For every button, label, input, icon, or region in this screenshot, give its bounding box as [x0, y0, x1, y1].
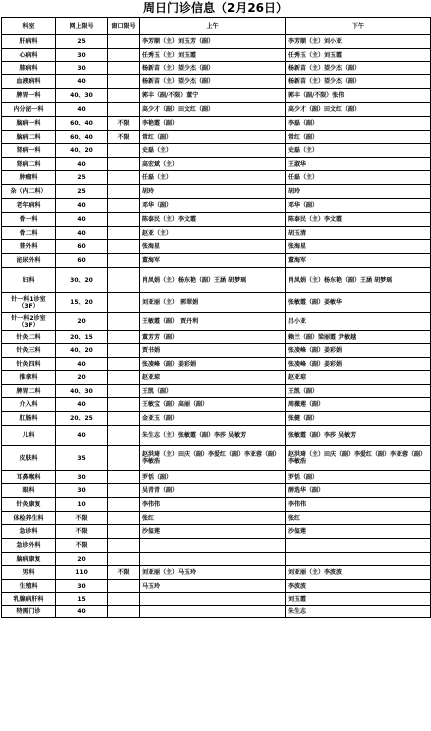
cell-afternoon: 常红（副） — [286, 131, 431, 144]
cell-window-quota — [108, 539, 140, 553]
cell-window-quota — [108, 199, 140, 213]
table-row — [2, 539, 431, 553]
cell-afternoon: 陈泰民（主）李文霞 — [286, 213, 431, 227]
cell-window-quota: 不限 — [108, 131, 140, 144]
table-row — [2, 199, 431, 213]
cell-morning: 罗恬（副） — [140, 471, 286, 484]
cell-window-quota — [108, 525, 140, 539]
cell-afternoon: 肖凤娟（主）杨东艳（副）王涵 胡梦瑶 — [286, 268, 431, 293]
table-row — [2, 512, 431, 525]
cell-online-quota: 25 — [56, 171, 108, 185]
cell-dept: 骨一科 — [2, 213, 56, 227]
cell-afternoon: 罗恬（副） — [286, 471, 431, 484]
cell-online-quota: 40 — [56, 398, 108, 412]
cell-morning: 史磊（主） — [140, 144, 286, 158]
cell-window-quota — [108, 553, 140, 566]
header-row — [2, 18, 431, 35]
table-row — [2, 471, 431, 484]
cell-online-quota: 40 — [56, 227, 108, 240]
cell-afternoon: 张敏霞（副）李莎 吴敏芳 — [286, 426, 431, 446]
cell-online-quota: 30 — [56, 580, 108, 593]
cell-online-quota: 15、20 — [56, 293, 108, 313]
table-row — [2, 240, 431, 254]
cell-dept: 普外科 — [2, 240, 56, 254]
cell-window-quota — [108, 606, 140, 618]
cell-afternoon: 高少才（副）田文红（副） — [286, 103, 431, 117]
cell-window-quota: 不限 — [108, 117, 140, 131]
cell-online-quota: 60、40 — [56, 117, 108, 131]
cell-online-quota: 不限 — [56, 512, 108, 525]
cell-window-quota — [108, 331, 140, 344]
cell-morning: 马玉玲 — [140, 580, 286, 593]
cell-window-quota — [108, 344, 140, 358]
cell-window-quota — [108, 498, 140, 512]
table-row — [2, 254, 431, 268]
cell-online-quota: 40、20 — [56, 144, 108, 158]
cell-afternoon: 张红 — [286, 512, 431, 525]
cell-afternoon: 刘亚丽（主）李波波 — [286, 566, 431, 580]
column-header-window-quota: 窗口限号 — [108, 18, 140, 35]
cell-online-quota: 30 — [56, 484, 108, 498]
table-row — [2, 144, 431, 158]
table-row — [2, 385, 431, 398]
table-row — [2, 398, 431, 412]
cell-online-quota: 40 — [56, 75, 108, 89]
cell-dept: 肾病二科 — [2, 158, 56, 171]
cell-online-quota: 40 — [56, 103, 108, 117]
table-row — [2, 35, 431, 49]
cell-window-quota — [108, 358, 140, 371]
table-row — [2, 344, 431, 358]
table-row — [2, 268, 431, 293]
cell-afternoon: 张敏霞（副）姜敏华 — [286, 293, 431, 313]
cell-dept: 生殖科 — [2, 580, 56, 593]
cell-morning: 赵亚（主） — [140, 227, 286, 240]
cell-morning: 张红 — [140, 512, 286, 525]
cell-online-quota: 不限 — [56, 539, 108, 553]
column-header-dept: 科室 — [2, 18, 56, 35]
cell-dept: 妇科 — [2, 268, 56, 293]
cell-morning: 常红（副） — [140, 131, 286, 144]
cell-window-quota — [108, 62, 140, 75]
table-row — [2, 131, 431, 144]
cell-online-quota: 40 — [56, 606, 108, 618]
cell-dept: 脾胃二科 — [2, 385, 56, 398]
cell-morning: 刘亚丽（主） 郭翠娟 — [140, 293, 286, 313]
table-row — [2, 331, 431, 344]
cell-afternoon: 张凌峰（副）姜彩娟 — [286, 344, 431, 358]
cell-online-quota: 110 — [56, 566, 108, 580]
table-row — [2, 185, 431, 199]
cell-afternoon — [286, 539, 431, 553]
cell-morning: 王凯（副） — [140, 385, 286, 398]
cell-afternoon: 李伟伟 — [286, 498, 431, 512]
cell-morning: 任磊（主） — [140, 171, 286, 185]
cell-dept: 针一科1诊室（3F） — [2, 293, 56, 313]
cell-morning: 吴青青（副） — [140, 484, 286, 498]
table-row — [2, 371, 431, 385]
cell-afternoon: 吕小亚 — [286, 313, 431, 331]
cell-morning: 高宏斌（主） — [140, 158, 286, 171]
cell-afternoon: 杨新苗（主）望少杰（副） — [286, 75, 431, 89]
cell-online-quota: 40 — [56, 358, 108, 371]
cell-online-quota: 40、30 — [56, 385, 108, 398]
cell-afternoon: 史磊（主） — [286, 144, 431, 158]
cell-morning: 王敏霞（副） 贾丹利 — [140, 313, 286, 331]
cell-morning: 赵亚琼 — [140, 371, 286, 385]
cell-online-quota: 40、30 — [56, 89, 108, 103]
cell-afternoon: 胡玉清 — [286, 227, 431, 240]
table-row — [2, 227, 431, 240]
cell-afternoon: 赵洪琦（主）田庆（副）李爱红（副）李亚蓉（副）李敏浩 — [286, 446, 431, 471]
cell-afternoon: 张凌峰（副）姜彩娟 — [286, 358, 431, 371]
cell-online-quota: 40 — [56, 213, 108, 227]
cell-dept: 心病科 — [2, 49, 56, 62]
cell-morning: 沙玺莲 — [140, 525, 286, 539]
cell-online-quota: 20、15 — [56, 331, 108, 344]
cell-online-quota: 40、20 — [56, 344, 108, 358]
page-title: 周日门诊信息（2月26日） — [142, 1, 289, 15]
table-row — [2, 49, 431, 62]
cell-dept: 血液病科 — [2, 75, 56, 89]
table-row — [2, 89, 431, 103]
column-header-morning: 上午 — [140, 18, 286, 35]
cell-morning: 李芳顺（主）刘玉芳（副） — [140, 35, 286, 49]
table-row — [2, 158, 431, 171]
cell-afternoon: 刘玉霞 — [286, 593, 431, 606]
cell-morning: 朱生志（主）张敏霞（副）李莎 吴敏芳 — [140, 426, 286, 446]
cell-afternoon: 胡玲 — [286, 185, 431, 199]
table-row — [2, 606, 431, 618]
cell-dept: 骨二科 — [2, 227, 56, 240]
cell-morning: 杨新苗（主）望少杰（副） — [140, 75, 286, 89]
cell-morning: 贾书娟 — [140, 344, 286, 358]
cell-morning: 杨新苗（主）望少杰（副） — [140, 62, 286, 75]
cell-dept: 老年病科 — [2, 199, 56, 213]
cell-afternoon: 邓华（副） — [286, 199, 431, 213]
cell-window-quota — [108, 471, 140, 484]
cell-online-quota: 35 — [56, 446, 108, 471]
cell-window-quota — [108, 293, 140, 313]
table-row — [2, 293, 431, 313]
table-row — [2, 525, 431, 539]
cell-afternoon: 杨新苗（主）望少杰（副） — [286, 62, 431, 75]
cell-dept: 特需门诊 — [2, 606, 56, 618]
cell-window-quota — [108, 385, 140, 398]
cell-online-quota: 60、40 — [56, 131, 108, 144]
cell-window-quota — [108, 313, 140, 331]
cell-dept: 针灸二科 — [2, 331, 56, 344]
cell-dept: 肝病科 — [2, 35, 56, 49]
cell-dept: 泌尿外科 — [2, 254, 56, 268]
schedule-table — [1, 17, 431, 618]
table-row — [2, 171, 431, 185]
cell-afternoon: 郭丰（副/不限）张伟 — [286, 89, 431, 103]
cell-dept: 针灸四科 — [2, 358, 56, 371]
cell-online-quota: 不限 — [56, 525, 108, 539]
schedule-body — [2, 35, 431, 618]
cell-window-quota — [108, 426, 140, 446]
cell-online-quota: 30 — [56, 471, 108, 484]
cell-morning: 王敏宝（副）高丽（副） — [140, 398, 286, 412]
cell-dept: 皮肤科 — [2, 446, 56, 471]
cell-afternoon: 薛选华（副） — [286, 484, 431, 498]
cell-morning: 郭丰（副/不限）董宁 — [140, 89, 286, 103]
cell-online-quota: 25 — [56, 185, 108, 199]
cell-morning: 张海星 — [140, 240, 286, 254]
table-row — [2, 75, 431, 89]
table-row — [2, 593, 431, 606]
cell-dept: 体检养生科 — [2, 512, 56, 525]
cell-morning: 董海军 — [140, 254, 286, 268]
cell-morning: 金亚玉（副） — [140, 412, 286, 426]
cell-window-quota — [108, 593, 140, 606]
schedule-header — [2, 18, 431, 35]
cell-dept: 儿科 — [2, 426, 56, 446]
cell-online-quota: 40 — [56, 158, 108, 171]
table-row — [2, 566, 431, 580]
cell-online-quota: 10 — [56, 498, 108, 512]
cell-afternoon — [286, 553, 431, 566]
cell-dept: 针灸康复 — [2, 498, 56, 512]
cell-window-quota — [108, 371, 140, 385]
cell-dept: 杂（内二科） — [2, 185, 56, 199]
cell-dept: 急诊外科 — [2, 539, 56, 553]
cell-dept: 脑病一科 — [2, 117, 56, 131]
column-header-afternoon: 下午 — [286, 18, 431, 35]
cell-dept: 内分泌一科 — [2, 103, 56, 117]
cell-dept: 肿瘤科 — [2, 171, 56, 185]
cell-window-quota — [108, 158, 140, 171]
cell-online-quota: 30 — [56, 62, 108, 75]
cell-morning — [140, 593, 286, 606]
cell-afternoon: 周薇莲（副） — [286, 398, 431, 412]
cell-afternoon: 任磊（主） — [286, 171, 431, 185]
cell-dept: 男科 — [2, 566, 56, 580]
cell-afternoon: 董海军 — [286, 254, 431, 268]
cell-afternoon: 赖兰（副）梁丽霞 尹敏越 — [286, 331, 431, 344]
cell-online-quota: 40 — [56, 199, 108, 213]
cell-morning: 李伟伟 — [140, 498, 286, 512]
cell-afternoon: 沙玺莲 — [286, 525, 431, 539]
cell-dept: 肺病科 — [2, 62, 56, 75]
cell-window-quota — [108, 89, 140, 103]
table-row — [2, 426, 431, 446]
cell-afternoon: 张健（副） — [286, 412, 431, 426]
table-row — [2, 213, 431, 227]
cell-morning: 陈泰民（主）李文霞 — [140, 213, 286, 227]
cell-morning: 肖凤娟（主）杨东艳（副）王涵 胡梦瑶 — [140, 268, 286, 293]
cell-afternoon: 王淑华 — [286, 158, 431, 171]
cell-window-quota — [108, 144, 140, 158]
cell-dept: 脾胃一科 — [2, 89, 56, 103]
cell-afternoon: 朱生志 — [286, 606, 431, 618]
table-row — [2, 117, 431, 131]
cell-window-quota — [108, 512, 140, 525]
cell-morning: 邓华（副） — [140, 199, 286, 213]
cell-morning — [140, 539, 286, 553]
cell-morning: 张凌峰（副）姜彩娟 — [140, 358, 286, 371]
column-header-online-quota: 网上限号 — [56, 18, 108, 35]
cell-online-quota: 60 — [56, 240, 108, 254]
cell-morning: 李艳霞（副） — [140, 117, 286, 131]
cell-dept: 肛肠科 — [2, 412, 56, 426]
cell-afternoon: 李波波 — [286, 580, 431, 593]
cell-window-quota — [108, 75, 140, 89]
cell-afternoon: 王凯（副） — [286, 385, 431, 398]
cell-online-quota: 20 — [56, 313, 108, 331]
cell-online-quota: 20、25 — [56, 412, 108, 426]
cell-window-quota — [108, 103, 140, 117]
cell-dept: 乳腺病肝科 — [2, 593, 56, 606]
cell-window-quota — [108, 185, 140, 199]
cell-online-quota: 15 — [56, 593, 108, 606]
table-row — [2, 498, 431, 512]
table-row — [2, 484, 431, 498]
cell-morning — [140, 606, 286, 618]
cell-window-quota — [108, 268, 140, 293]
table-row — [2, 553, 431, 566]
cell-morning: 胡玲 — [140, 185, 286, 199]
cell-dept: 推拿科 — [2, 371, 56, 385]
cell-online-quota: 30、20 — [56, 268, 108, 293]
cell-window-quota — [108, 213, 140, 227]
cell-online-quota: 60 — [56, 254, 108, 268]
cell-afternoon: 赵亚琼 — [286, 371, 431, 385]
cell-morning: 董芳芳（副） — [140, 331, 286, 344]
table-row — [2, 103, 431, 117]
cell-dept: 急诊科 — [2, 525, 56, 539]
cell-morning: 任秀玉（主）刘玉霞 — [140, 49, 286, 62]
cell-dept: 针灸三科 — [2, 344, 56, 358]
cell-online-quota: 20 — [56, 553, 108, 566]
cell-morning: 赵洪琦（主）田庆（副）李爱红（副）李亚蓉（副）李敏浩 — [140, 446, 286, 471]
cell-online-quota: 25 — [56, 35, 108, 49]
cell-dept: 介入科 — [2, 398, 56, 412]
table-row — [2, 313, 431, 331]
cell-online-quota: 30 — [56, 49, 108, 62]
cell-dept: 针一科2诊室（3F） — [2, 313, 56, 331]
cell-morning: 刘亚丽（主）马玉玲 — [140, 566, 286, 580]
cell-online-quota: 40 — [56, 426, 108, 446]
cell-dept: 脑病康复 — [2, 553, 56, 566]
table-row — [2, 580, 431, 593]
cell-window-quota — [108, 484, 140, 498]
cell-morning — [140, 553, 286, 566]
cell-window-quota — [108, 446, 140, 471]
cell-window-quota — [108, 398, 140, 412]
table-row — [2, 446, 431, 471]
cell-afternoon: 张海星 — [286, 240, 431, 254]
cell-window-quota — [108, 171, 140, 185]
table-row — [2, 358, 431, 371]
cell-dept: 脑病二科 — [2, 131, 56, 144]
cell-window-quota — [108, 35, 140, 49]
cell-window-quota: 不限 — [108, 566, 140, 580]
cell-window-quota — [108, 49, 140, 62]
table-row — [2, 62, 431, 75]
cell-afternoon: 李磊（副） — [286, 117, 431, 131]
cell-window-quota — [108, 240, 140, 254]
cell-morning: 高少才（副）田文红（副） — [140, 103, 286, 117]
cell-window-quota — [108, 580, 140, 593]
cell-window-quota — [108, 227, 140, 240]
cell-dept: 耳鼻喉科 — [2, 471, 56, 484]
cell-window-quota — [108, 254, 140, 268]
cell-window-quota — [108, 412, 140, 426]
cell-online-quota: 20 — [56, 371, 108, 385]
cell-afternoon: 任秀玉（主）刘玉霞 — [286, 49, 431, 62]
cell-dept: 肾病一科 — [2, 144, 56, 158]
cell-dept: 眼科 — [2, 484, 56, 498]
table-row — [2, 412, 431, 426]
cell-afternoon: 李芳顺（主）刘小亚 — [286, 35, 431, 49]
